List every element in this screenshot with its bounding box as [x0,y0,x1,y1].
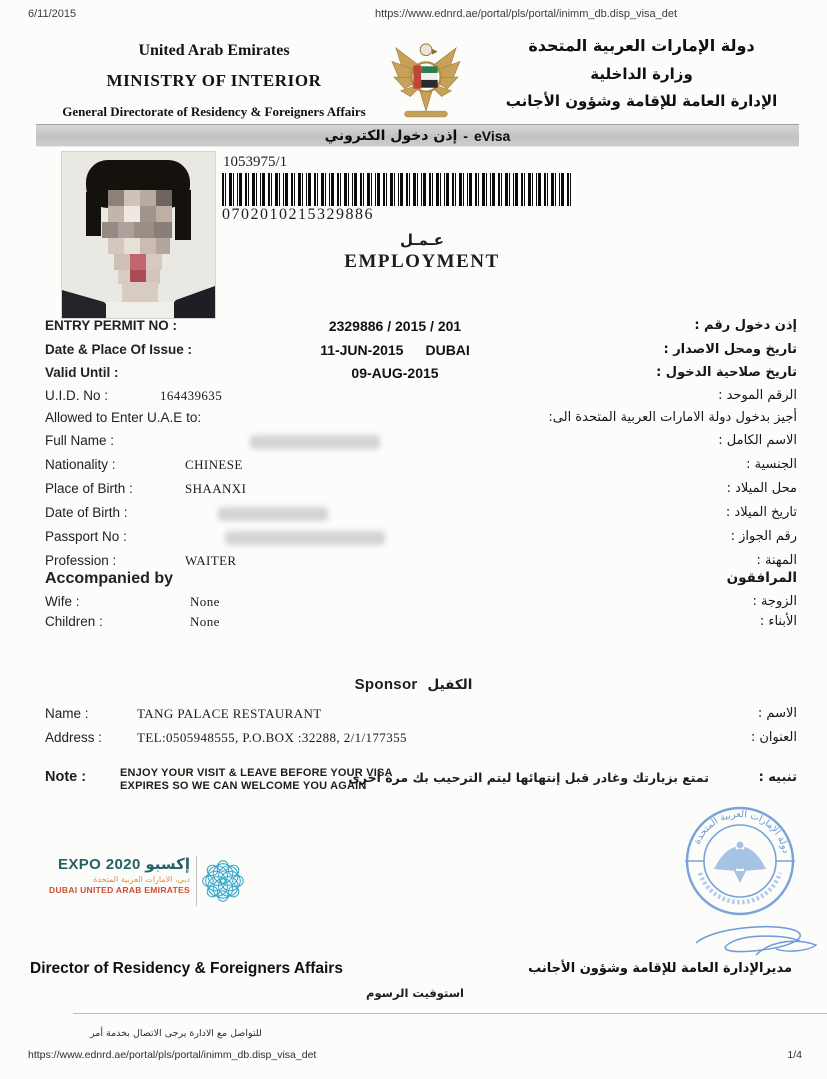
profession-value: WAITER [185,553,237,568]
uid-value: 164439635 [160,388,223,403]
letterhead-english [36,42,392,120]
evisa-title-en: eVisa [473,127,511,144]
issue-label-ar: تاريخ ومحل الاصدار : [663,342,797,357]
barcode-number: 0702010215329886 [222,206,374,223]
note-label-en: Note : [45,769,87,785]
applicant-photo [62,152,215,318]
full-name-label-en: Full Name : [45,433,115,448]
row-place-of-birth [0,481,827,503]
wife-label-ar: الزوجة : [752,594,797,609]
sponsor-heading-ar: الكفيل [427,676,473,693]
full-name-label-ar: الاسم الكامل : [718,433,797,448]
uid-label-en: U.I.D. No : [45,388,109,403]
letterhead-arabic [474,36,809,110]
official-stamp [680,801,800,926]
footer-contact-note: للتواصل مع الادارة يرجى الاتصال بخدمة أمر [90,1028,262,1039]
allowed-label-en: Allowed to Enter U.A.E to: [45,410,202,425]
row-passport-no [0,529,827,551]
children-label-ar: الأبناء : [759,614,797,629]
entry-permit-value: 2329886 / 2015 / 201 [328,318,462,334]
date-of-birth-label-en: Date of Birth : [45,505,128,520]
evisa-title-ar: إذن دخول الكتروني [324,127,458,144]
footer-page-indicator: 1/4 [787,1049,802,1061]
print-url: https://www.ednrd.ae/portal/pls/portal/inimm_db.disp_visa_det [375,8,678,20]
wife-value: None [190,594,220,609]
place-of-birth-label-en: Place of Birth : [45,481,133,496]
note-text-en-line2: EXPIRES SO WE CAN WELCOME YOU AGAIN [120,779,367,792]
allowed-label-ar: أجيز بدخول دولة الامارات العربية المتحدة الى: [548,410,797,425]
sponsor-heading-en: Sponsor [354,676,418,693]
wife-label-en: Wife : [45,594,80,609]
children-value: None [190,614,220,629]
row-sponsor-name [0,706,827,728]
expo-logo-line1 [40,855,190,873]
country-name-en: United Arab Emirates [138,42,290,59]
file-number: 1053975/1 [223,154,288,170]
row-children [0,614,827,636]
valid-until-label-ar: تاريخ صلاحية الدخول : [656,365,797,380]
row-date-of-birth [0,505,827,527]
evisa-title-separator: - [463,127,468,144]
place-of-birth-label-ar: محل الميلاد : [726,481,797,496]
country-name-ar: دولة الإمارات العربية المتحدة [528,36,755,55]
row-nationality [0,457,827,479]
expo-2020-logo-text [40,855,190,895]
entry-permit-label-en: ENTRY PERMIT NO : [45,318,178,333]
director-title-en: Director of Residency & Foreigners Affairs [30,960,343,977]
expo-logo-line3: DUBAI UNITED ARAB EMIRATES [49,885,190,895]
footer-divider [73,1013,827,1014]
uae-falcon-emblem-icon [388,34,464,125]
date-of-birth-redacted-value [218,507,328,521]
date-of-birth-label-ar: تاريخ الميلاد : [725,505,797,520]
nationality-label-ar: الجنسية : [746,457,797,472]
profession-label-en: Profession : [45,553,117,568]
directorate-name-en: General Directorate of Residency & Foreigners Affairs [62,104,366,119]
note-text-ar: تمتع بزيارتك وغادر قبل إنتهائها ليتم الترحيب بك مرة أخرى [348,770,709,785]
row-full-name [0,433,827,455]
uid-label-ar: الرقم الموحد : [718,388,797,403]
valid-until-label-en: Valid Until : [45,365,119,380]
issue-place: DUBAI [425,342,470,358]
visa-details-section [0,318,827,640]
sponsor-name-label-en: Name : [45,706,89,721]
expo-logo-line2: دبي، الامارات العربية المتحدة [93,875,190,884]
row-allowed-to-enter [0,410,827,432]
nationality-value: CHINESE [185,457,243,472]
nationality-label-en: Nationality : [45,457,116,472]
entry-permit-label-ar: إذن دخول رقم : [694,318,797,333]
sponsor-name-label-ar: الاسم : [757,706,797,721]
barcode [222,173,574,206]
accompanied-heading-ar: المرافقون [726,570,797,586]
issue-date: 11-JUN-2015 [320,342,404,358]
accompanied-heading-en: Accompanied by [45,570,174,587]
ministry-name-ar: وزارة الداخلية [590,65,693,83]
stamp-rim-text: دولة الإمارات العربية المتحدة [691,808,792,855]
sponsor-heading [0,676,827,693]
profession-label-ar: المهنة : [756,553,797,568]
row-date-place-of-issue [0,342,827,364]
sponsor-name-value: TANG PALACE RESTAURANT [137,706,322,721]
evisa-title-bar [36,124,799,147]
visa-type-english: EMPLOYMENT [344,251,500,272]
sponsor-address-value: TEL:0505948555, P.O.BOX :32288, 2/1/177355 [137,730,407,745]
footer-url: https://www.ednrd.ae/portal/pls/portal/inimm_db.disp_visa_det [28,1049,317,1061]
sponsor-address-label-ar: العنوان : [750,730,797,745]
row-valid-until [0,365,827,387]
row-uid-no [0,388,827,410]
issue-label-en: Date & Place Of Issue : [45,342,193,357]
passport-label-en: Passport No : [45,529,127,544]
issue-value [300,342,490,358]
expo-logo-divider [196,856,197,906]
fees-collected-note: استوفيت الرسوم [366,986,464,1000]
row-sponsor-address [0,730,827,752]
directorate-name-ar: الإدارة العامة للإقامة وشؤون الأجانب [505,92,778,110]
ministry-name-en: MINISTRY OF INTERIOR [106,71,322,90]
note-label-ar: تنبيه : [758,770,797,785]
expo-logo-en: EXPO 2020 [57,856,141,873]
passport-label-ar: رقم الجواز : [730,529,797,544]
director-title-ar: مديرالإدارة العامة للإقامة وشؤون الأجانب [528,961,792,976]
row-wife [0,594,827,616]
sponsor-section [0,700,827,760]
visa-type-arabic: عـمـل [400,231,444,249]
passport-redacted-value [225,531,385,545]
row-entry-permit-no [0,318,827,340]
full-name-redacted-value [250,435,380,449]
sponsor-address-label-en: Address : [45,730,103,745]
note-section [0,764,827,804]
expo-rosette-icon [199,857,247,910]
row-accompanied-heading [0,570,827,592]
place-of-birth-value: SHAANXI [185,481,247,496]
valid-until-value: 09-AUG-2015 [351,365,439,381]
note-text-en-line1: ENJOY YOUR VISIT & LEAVE BEFORE YOUR VISA [120,767,393,779]
expo-logo-ar: إكسبو [145,855,190,873]
children-label-en: Children : [45,614,103,629]
print-date: 6/11/2015 [28,8,77,20]
